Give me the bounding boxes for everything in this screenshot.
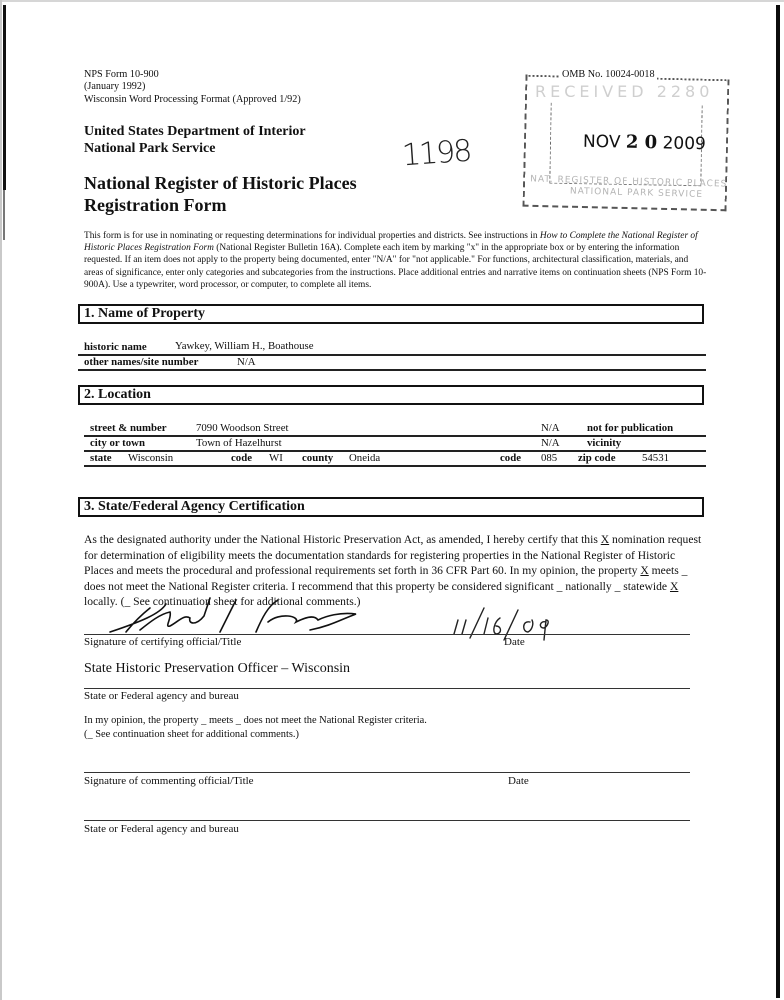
city-na-field[interactable]: N/A [541,437,560,449]
form-title [84,172,357,216]
scan-right-border-bar [776,5,780,998]
commenting-signature-line [84,772,690,773]
commenting-signature-label: Signature of commenting official/Title [84,775,254,787]
agency-line [84,688,690,689]
nationally-checkbox[interactable]: _ [556,579,563,593]
historic-name-label: historic name [84,341,147,353]
format-note: Wisconsin Word Processing Format (Approved 1/92) [84,93,301,105]
scan-left-border-fade [3,190,5,240]
zip-code-label: zip code [578,452,616,464]
state-rule [84,465,706,467]
section-3-title: 3. State/Federal Agency Certification [84,499,305,514]
section-1-title: 1. Name of Property [84,306,206,321]
historic-name-field[interactable]: Yawkey, William H., Boathouse [175,340,314,352]
scan-left-border-bar [3,5,6,190]
state-code-label: code [231,452,252,464]
official-title-field[interactable]: State Historic Preservation Officer – Wisconsin [84,661,351,676]
county-code-field[interactable]: 085 [541,452,558,464]
does-not-meet-checkbox[interactable]: _ [681,564,688,578]
received-stamp-faded-header: RECEIVED 2280 [535,82,714,101]
other-names-rule [78,369,706,371]
other-names-field[interactable]: N/A [237,356,256,368]
commenting-date-label: Date [508,775,529,787]
city-label: city or town [90,437,145,449]
statewide-checkbox[interactable]: _ [614,579,621,593]
title-line-2: Registration Form [84,195,227,215]
certifying-date-label: Date [504,636,525,648]
handwritten-reference-number: 1198 [400,133,472,174]
agency-label: State or Federal agency and bureau [84,690,239,702]
street-label: street & number [90,422,167,434]
city-field[interactable]: Town of Hazelhurst [196,437,282,449]
form-meta [84,69,301,106]
form-number: NPS Form 10-900 [84,69,159,80]
service-name: National Park Service [84,141,216,156]
department-name: United States Department of Interior [84,124,306,139]
commenting-agency-label: State or Federal agency and bureau [84,823,239,835]
section-2-title: 2. Location [84,387,151,402]
form-instructions: This form is for use in nominating or requesting determinations for individual properties and districts. See instructions in How to Complete the National Register of Historic Places Registration Form (National Register Bulletin 16A). Complete each item by marking "x" in the appropriate box or by entering the information requested. If an item does not apply to the property being documented, enter "N/A" for "not applicable." For functions, architectural classification, materials, and areas of significance, enter only categories and subcategories from the instructions. Place additional entries and narrative items on continuation sheets (NPS Form 10-900A). Use a typewriter, word processor, or computer, to complete all items. [84,231,707,290]
street-field[interactable]: 7090 Woodson Street [196,422,289,434]
zip-code-field[interactable]: 54531 [642,452,669,464]
state-code-field[interactable]: WI [269,452,283,464]
title-line-1: National Register of Historic Places [84,173,357,193]
county-code-label: code [500,452,521,464]
agency-block [84,123,306,157]
received-stamp-date: NOV 2 0 2009 [582,131,707,155]
other-names-label: other names/site number [84,356,199,368]
omb-number: OMB No. 10024-0018 [562,69,655,80]
certifying-signature-label: Signature of certifying official/Title [84,636,242,648]
section-2-header-box [78,385,704,405]
received-stamp-faded-footer: NAT. REGISTER OF HISTORIC PLACES NATIONAL PARK SERVICE [530,174,728,200]
commenting-opinion-statement [84,714,427,742]
not-for-publication-label: not for publication [587,422,674,434]
state-field[interactable]: Wisconsin [128,452,174,464]
bulletin-title: How to Complete the National Register of Historic Places Registration Form [84,231,698,254]
form-date: (January 1992) [84,81,146,93]
opinion-line-1: In my opinion, the property _ meets _ does not meet the National Register criteria. [84,715,427,726]
commenting-agency-line [84,820,690,821]
county-label: county [302,452,334,464]
opinion-line-2: (_ See continuation sheet for additional comments.) [84,729,299,740]
street-na-field[interactable]: N/A [541,422,560,434]
certifying-signature-line [84,634,690,635]
certification-statement: As the designated authority under the National Historic Preservation Act, as amended, I hereby certify that this X nomination request for determination of eligibility meets the documentation standards for registering properties in the National Register of Historic Places and meets the procedural and professional requirements set forth in 36 CFR Part 60. In my opinion, the property X meets _ does not meet the National Register criteria. I recommend that this property be considered significant _ nationally _ statewide X locally. (_ See continuation sheet for additional comments.) [84,533,702,609]
continuation-sheet-checkbox[interactable]: _ [124,595,131,609]
scan-top-edge [0,0,784,2]
meets-checkbox[interactable]: X [640,564,649,578]
state-label: state [90,452,112,464]
nomination-checkbox[interactable]: X [600,533,610,546]
county-field[interactable]: Oneida [349,452,381,464]
vicinity-label: vicinity [587,437,622,449]
locally-checkbox[interactable]: X [669,579,679,593]
scan-left-edge [0,0,2,1000]
